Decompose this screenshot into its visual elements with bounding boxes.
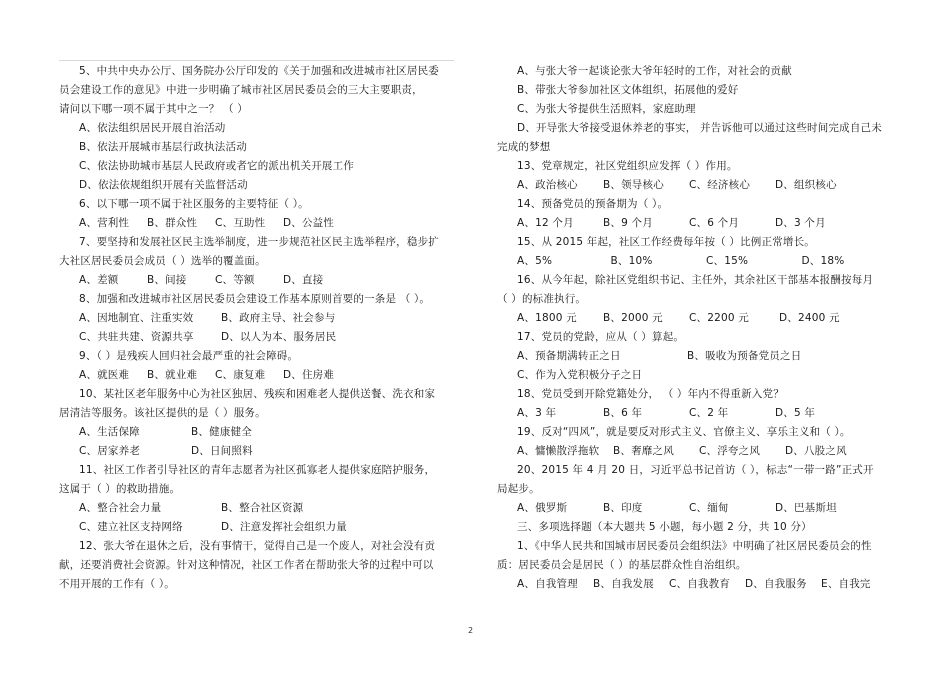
text-line: 12、张大爷在退休之后，没有事情干，觉得自己是一个废人，对社会没有贡 <box>79 540 436 552</box>
answer-option: B、9 个月 <box>603 217 653 229</box>
answer-option: B、就业难 <box>147 369 198 381</box>
answer-option: A、1800 元 <box>517 312 577 324</box>
text-line: 11、社区工作者引导社区的青年志愿者为社区孤寡老人提供家庭陪护服务， <box>79 464 436 476</box>
answer-option: B、吸收为预备党员之日 <box>687 350 802 362</box>
options-row <box>59 499 459 518</box>
options-row <box>497 442 897 461</box>
answer-option: D、八股之风 <box>785 445 847 457</box>
answer-option: D、5 年 <box>775 407 816 419</box>
answer-option: D、以人为本、服务居民 <box>221 331 337 343</box>
answer-option: C、6 个月 <box>689 217 740 229</box>
text-line: B、依法开展城市基层行政执法活动 <box>79 141 247 153</box>
text-line: 10、某社区老年服务中心为社区独居、残疾和困难老人提供送餐、洗衣和家 <box>79 388 436 400</box>
answer-option: C、康复难 <box>215 369 266 381</box>
text-line: 13、党章规定，社区党组织应发挥（ ）作用。 <box>517 160 738 172</box>
left-column <box>59 62 459 594</box>
text-line: 质：居民委员会是居民（ ）的基层群众性自治组织。 <box>497 559 747 571</box>
options-row <box>497 347 897 366</box>
text-line: C、作为入党积极分子之日 <box>517 369 643 381</box>
text-line: 献，还要消费社会资源。针对这种情况，社区工作者在帮助张大爷的过程中可以 <box>59 559 434 571</box>
options-row <box>59 518 459 537</box>
options-row <box>59 442 459 461</box>
text-line: 14、预备党员的预备期为（ ）。 <box>517 198 669 210</box>
answer-option: D、18% <box>801 255 845 267</box>
text-line: 请问以下哪一项不属于其中之一？ （ ） <box>59 103 248 115</box>
answer-option: D、注意发挥社会组织力量 <box>221 521 347 533</box>
text-line: 5、中共中央办公厅、国务院办公厅印发的《关于加强和改进城市社区居民委 <box>79 65 439 77</box>
header-rule <box>59 60 454 61</box>
answer-option: A、政治核心 <box>517 179 578 191</box>
answer-option: C、自我教育 <box>669 578 731 590</box>
answer-option: C、等额 <box>215 274 255 286</box>
text-line: 20、2015 年 4 月 20 日，习近平总书记首访（ ），标志“一带一路”正式开 <box>517 464 874 476</box>
answer-option: D、巴基斯坦 <box>775 502 837 514</box>
answer-option: D、住房难 <box>283 369 335 381</box>
answer-option: B、2000 元 <box>603 312 663 324</box>
answer-option: C、2200 元 <box>689 312 749 324</box>
answer-option: A、慵懒散浮拖软 <box>517 445 600 457</box>
answer-option: C、建立社区支持网络 <box>79 521 183 533</box>
text-line: 员会建设工作的意见》中进一步明确了城市社区居民委员会的三大主要职责， <box>59 84 423 96</box>
options-row <box>497 252 897 271</box>
text-line: A、依法组织居民开展自治活动 <box>79 122 226 134</box>
text-line: 完成的梦想 <box>497 141 551 153</box>
text-line: 1、《中华人民共和国城市居民委员会组织法》中明确了社区居民委员会的性 <box>517 540 872 552</box>
answer-option: C、经济核心 <box>689 179 751 191</box>
page-number: 2 <box>468 626 474 635</box>
answer-option: A、俄罗斯 <box>517 502 568 514</box>
answer-option: E、自我完 <box>821 578 871 590</box>
answer-option: C、居家养老 <box>79 445 141 457</box>
text-line: 9、（ ）是残疾人回归社会最严重的社会障碍。 <box>79 350 299 362</box>
answer-option: A、预备期满转正之日 <box>517 350 621 362</box>
answer-option: C、互助性 <box>215 217 266 229</box>
answer-option: B、群众性 <box>147 217 198 229</box>
text-line: 17、党员的党龄，应从（ ）算起。 <box>517 331 685 343</box>
text-line: 19、反对“四风”，就是要反对形式主义、官僚主义、享乐主义和（ ）。 <box>517 426 851 438</box>
answer-option: A、营利性 <box>79 217 130 229</box>
options-row <box>59 423 459 442</box>
text-line: A、与张大爷一起谈论张大爷年轻时的工作，对社会的贡献 <box>517 65 792 77</box>
answer-option: A、整合社会力量 <box>79 502 162 514</box>
text-line: D、开导张大爷接受退休养老的事实， 并告诉他可以通过这些时间完成自己未 <box>517 122 882 134</box>
answer-option: B、印度 <box>603 502 643 514</box>
text-line: 局起步。 <box>497 483 540 495</box>
answer-option: B、奢靡之风 <box>613 445 674 457</box>
answer-option: D、公益性 <box>283 217 335 229</box>
answer-option: C、2 年 <box>689 407 729 419</box>
answer-option: A、差额 <box>79 274 119 286</box>
answer-option: B、政府主导、社会参与 <box>221 312 336 324</box>
answer-option: A、就医难 <box>79 369 130 381</box>
answer-option: B、健康健全 <box>191 426 252 438</box>
answer-option: C、缅甸 <box>689 502 729 514</box>
options-row <box>59 366 459 385</box>
answer-option: D、2400 元 <box>779 312 840 324</box>
answer-option: C、15% <box>706 255 749 267</box>
answer-option: D、直接 <box>283 274 324 286</box>
text-line: 居清洁等服务。该社区提供的是（ ）服务。 <box>59 407 266 419</box>
answer-option: B、6 年 <box>603 407 643 419</box>
text-line: 三、多项选择题（本大题共 5 小题，每小题 2 分，共 10 分） <box>517 521 812 533</box>
options-row <box>497 404 897 423</box>
options-row <box>497 176 897 195</box>
options-row <box>497 575 897 594</box>
options-row <box>497 499 897 518</box>
text-line: B、带张大爷参加社区文体组织，拓展他的爱好 <box>517 84 739 96</box>
answer-option: B、间接 <box>147 274 187 286</box>
options-row <box>59 214 459 233</box>
options-row <box>59 309 459 328</box>
text-line: 6、以下哪一项不属于社区服务的主要特征（ ）。 <box>79 198 309 210</box>
answer-option: A、5% <box>517 255 553 267</box>
answer-option: D、自我服务 <box>745 578 807 590</box>
answer-option: B、领导核心 <box>603 179 664 191</box>
text-line: 16、从今年起，除社区党组织书记、主任外，其余社区干部基本报酬按每月 <box>517 274 874 286</box>
text-line: （ ）的标准执行。 <box>497 293 587 305</box>
options-row <box>497 309 897 328</box>
answer-option: D、3 个月 <box>775 217 826 229</box>
text-line: 这属于（ ）的救助措施。 <box>59 483 181 495</box>
answer-option: C、浮夸之风 <box>699 445 761 457</box>
text-line: 18、党员受到开除党籍处分， （ ）年内不得重新入党？ <box>517 388 784 400</box>
answer-option: B、自我发展 <box>593 578 654 590</box>
text-line: 8、加强和改进城市社区居民委员会建设工作基本原则首要的一条是 （ ）。 <box>79 293 431 305</box>
options-row <box>59 271 459 290</box>
right-column <box>497 62 897 594</box>
answer-option: D、组织核心 <box>775 179 837 191</box>
text-line: C、依法协助城市基层人民政府或者它的派出机关开展工作 <box>79 160 355 172</box>
text-line: 不用开展的工作有（ ）。 <box>59 578 175 590</box>
answer-option: B、10% <box>610 255 653 267</box>
answer-option: A、生活保障 <box>79 426 140 438</box>
answer-option: A、因地制宜、注重实效 <box>79 312 194 324</box>
answer-option: A、3 年 <box>517 407 557 419</box>
text-line: C、为张大爷提供生活照料，家庭助理 <box>517 103 696 115</box>
answer-option: A、12 个月 <box>517 217 574 229</box>
answer-option: C、共驻共建、资源共享 <box>79 331 194 343</box>
options-row <box>497 214 897 233</box>
options-row <box>59 328 459 347</box>
text-line: 大社区居民委员会成员（ ）选举的覆盖面。 <box>59 255 266 267</box>
answer-option: A、自我管理 <box>517 578 578 590</box>
text-line: 7、要坚持和发展社区民主选举制度，进一步规范社区民主选举程序，稳步扩 <box>79 236 439 248</box>
text-line: 15、从 2015 年起，社区工作经费每年按（ ）比例正常增长。 <box>517 236 815 248</box>
answer-option: D、日间照料 <box>191 445 253 457</box>
text-line: D、依法依规组织开展有关监督活动 <box>79 179 248 191</box>
answer-option: B、整合社区资源 <box>221 502 304 514</box>
